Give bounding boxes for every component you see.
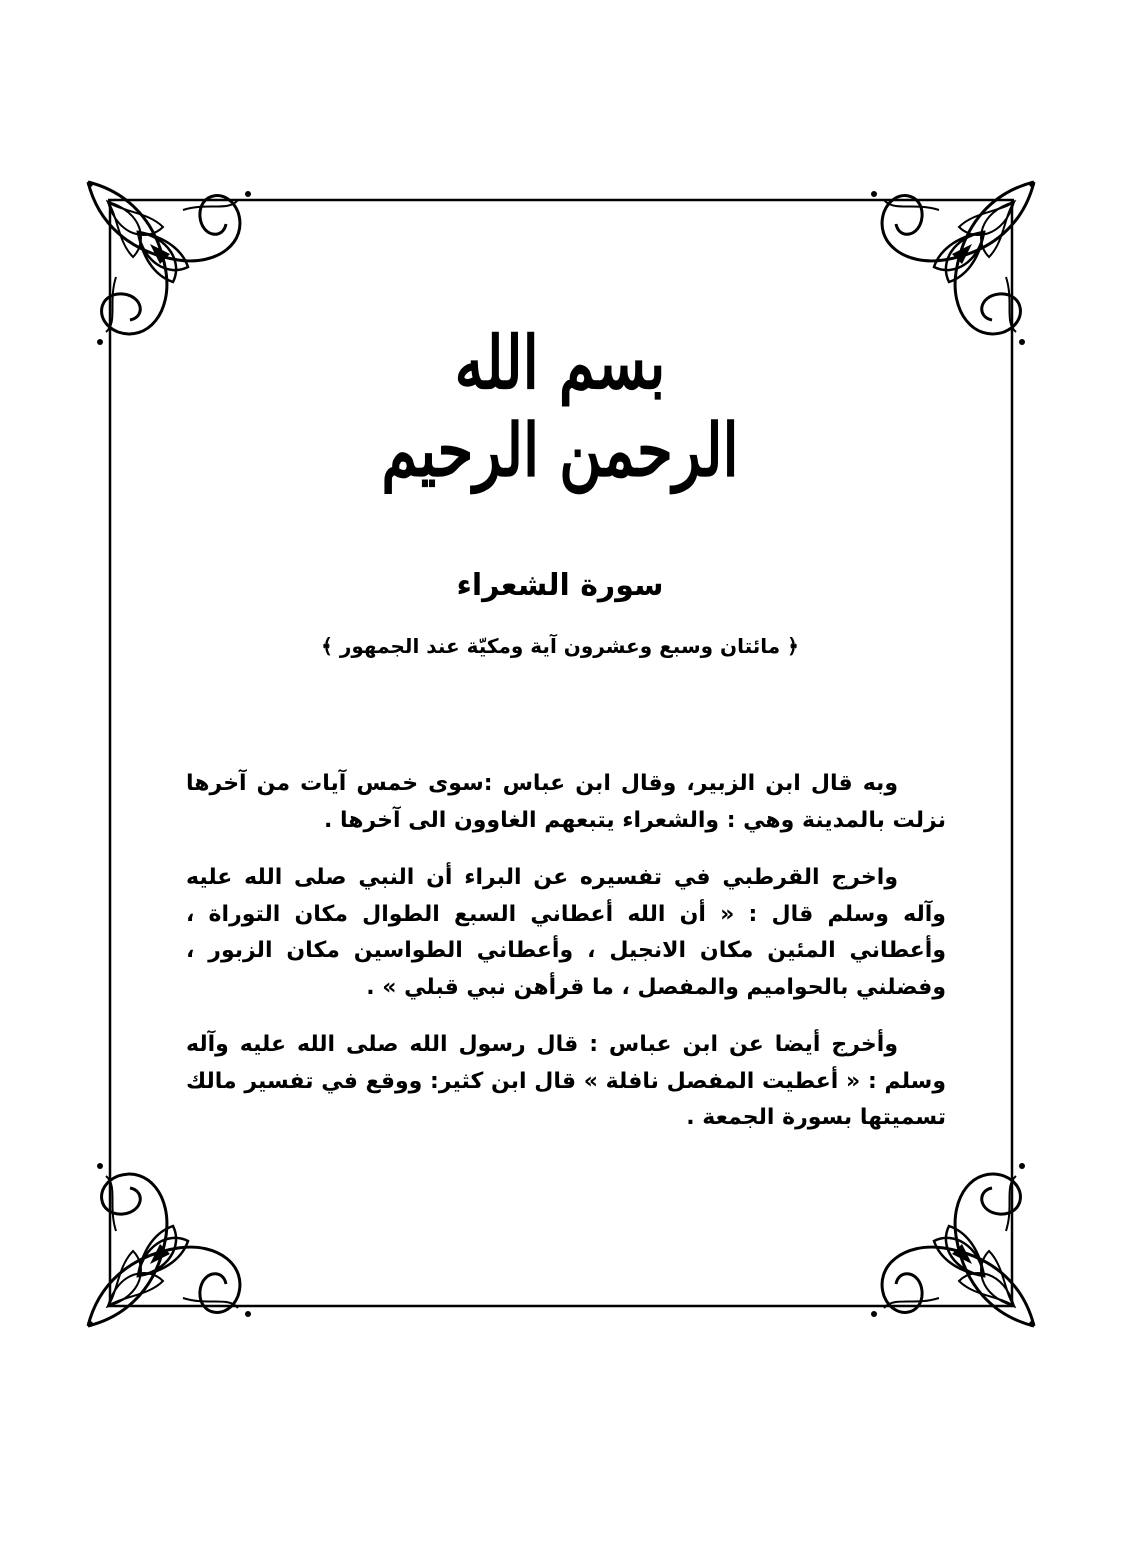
surah-verse-count: ﴿ مائتان وسبع وعشرون آية ومكيّة عند الجمهور ﴾: [321, 634, 799, 658]
body-text: [186, 766, 946, 1158]
paragraph: وبه قال ابن الزبير، وقال ابن عباس :سوى خمس آيات من آخرها نزلت بالمدينة وهي : والشعراء يتبعهم الغاوون الى آخرها .: [186, 771, 946, 833]
surah-title: سورة الشعراء: [456, 568, 664, 603]
paragraph: واخرج القرطبي في تفسيره عن البراء أن النبي صلى الله عليه وآله وسلم قال : « أن الله أعطاني السبع الطوال مكان التوراة ، وأعطاني المئين مكان الانجيل ، وأعطاني الطواسين مكان الزبور ، وفضلني بالحواميم والمفصل ، ما قرأهن نبي قبلي » .: [186, 865, 946, 1000]
paragraph: وأخرج أيضا عن ابن عباس : قال رسول الله صلى الله عليه وآله وسلم : « أعطيت المفصل نافلة » قال ابن كثير: ووقع في تفسير مالك تسميتها بسورة الجمعة .: [186, 1032, 946, 1130]
basmala-calligraphy: بسم الله الرحمن الرحيم: [381, 320, 739, 493]
